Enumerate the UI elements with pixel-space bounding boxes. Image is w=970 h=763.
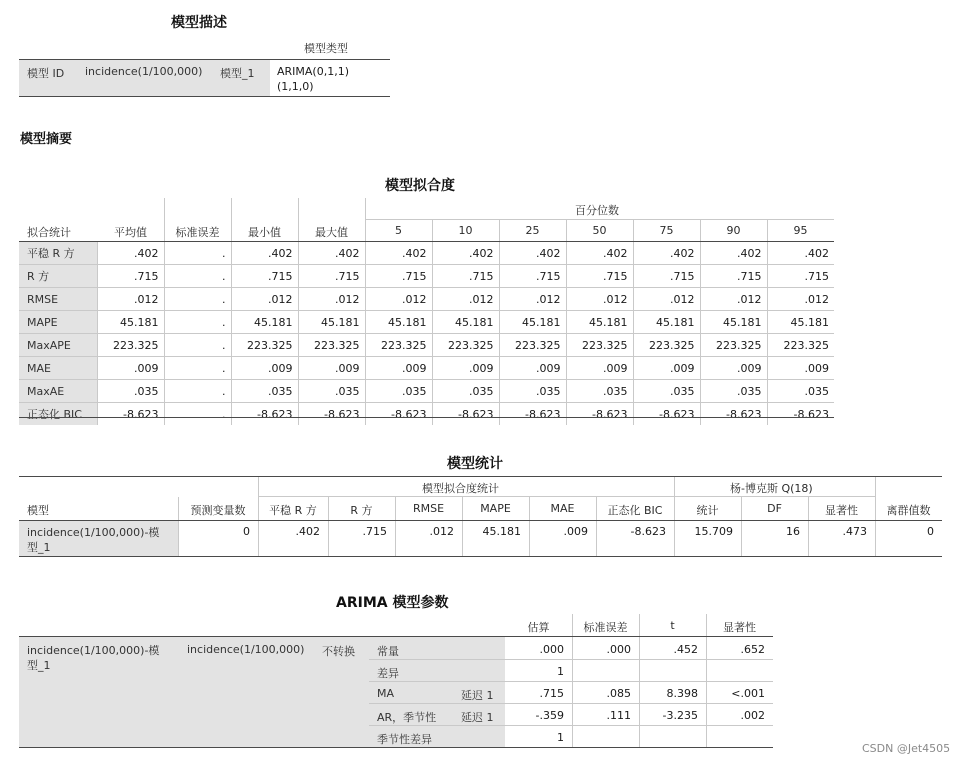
fit-value-cell: .402 [432, 242, 499, 265]
fit-value-cell: 223.325 [633, 334, 700, 357]
arima-col-header: 标准误差 [583, 621, 628, 634]
fit-value-cell: -8.623 [499, 403, 566, 426]
arima-cell-divider [639, 725, 640, 747]
fit-value-cell: .715 [566, 265, 633, 288]
arima-value-cell: .652 [740, 643, 765, 656]
fit-value-cell: -8.623 [767, 403, 834, 426]
arima-value-cell: .715 [539, 687, 564, 700]
stats-col-header: MAE [550, 502, 575, 515]
fit-row-label: MaxAE [19, 380, 97, 403]
arima-cell-divider [706, 681, 707, 703]
model-type-line2: (1,1,0) [277, 80, 314, 93]
arima-cell-divider [706, 659, 707, 681]
arima-header-divider [572, 614, 573, 636]
fit-value-cell: 223.325 [231, 334, 298, 357]
arima-value-cell: 8.398 [666, 687, 698, 700]
fit-value-cell: .402 [365, 242, 432, 265]
fit-value-cell: .009 [566, 357, 633, 380]
fit-value-cell: .012 [767, 288, 834, 311]
arima-value-cell: .085 [606, 687, 631, 700]
fit-mean-cell: .715 [97, 265, 164, 288]
stats-value-cell: 16 [786, 525, 800, 538]
arima-cell-divider [572, 681, 573, 703]
stats-header-divider [808, 497, 809, 520]
fit-value-cell: .715 [499, 265, 566, 288]
fit-value-cell: .035 [767, 380, 834, 403]
arima-row-divider [369, 681, 773, 682]
model-description-title: 模型描述 [171, 15, 227, 31]
fit-row-label: MAE [19, 357, 97, 380]
stats-col-header: 统计 [696, 504, 719, 517]
stats-cell-divider [328, 521, 329, 556]
stats-value-cell: -8.623 [630, 525, 666, 538]
fit-value-cell: 223.325 [499, 334, 566, 357]
fit-value-cell: .402 [566, 242, 633, 265]
fit-value-cell: .012 [566, 288, 633, 311]
arima-lag-label: 延迟 1 [461, 689, 494, 702]
fit-value-cell: .035 [566, 380, 633, 403]
fit-value-cell: .009 [499, 357, 566, 380]
fit-value-cell: -8.623 [432, 403, 499, 426]
arima-cell-divider [572, 637, 573, 659]
stats-col-header: 离群值数 [886, 504, 931, 517]
fit-row [19, 311, 834, 334]
stats-cell-divider [258, 521, 259, 556]
fit-value-cell: 223.325 [298, 334, 365, 357]
fit-col-header: 最大值 [315, 226, 348, 239]
fit-row [19, 242, 834, 265]
fit-value-cell: .009 [298, 357, 365, 380]
fit-col-header: 90 [726, 224, 741, 237]
stats-col-header: 平稳 R 方 [269, 504, 317, 517]
arima-cell-divider [706, 725, 707, 747]
fit-value-cell: .035 [298, 380, 365, 403]
fit-value-cell: .035 [432, 380, 499, 403]
fit-value-cell: .009 [231, 357, 298, 380]
arima-table-title: ARIMA 模型参数 [336, 595, 449, 611]
stats-header-divider [328, 497, 329, 520]
arima-param-name: 常量 [377, 645, 399, 658]
fit-value-cell: .402 [767, 242, 834, 265]
fit-value-cell: .012 [499, 288, 566, 311]
fit-row [19, 380, 834, 403]
fit-mean-cell: 223.325 [97, 334, 164, 357]
fit-value-cell: .012 [231, 288, 298, 311]
stats-header-divider [741, 497, 742, 520]
fit-mean-cell: .009 [97, 357, 164, 380]
stats-col-header: DF [767, 502, 782, 515]
fit-value-cell: .715 [432, 265, 499, 288]
fit-value-cell: .402 [231, 242, 298, 265]
fit-value-cell: .715 [298, 265, 365, 288]
fit-se-cell: . [164, 311, 231, 334]
arima-transform: 不转换 [322, 645, 355, 658]
fit-col-header: 最小值 [248, 226, 281, 239]
stats-header-divider [178, 497, 179, 520]
stats-value-cell: .009 [563, 525, 588, 538]
fit-value-cell: 45.181 [298, 311, 365, 334]
arima-model-name-line2: 型_1 [27, 659, 51, 672]
fit-se-cell: . [164, 265, 231, 288]
fit-value-cell: 223.325 [432, 334, 499, 357]
fit-col-header: 75 [659, 224, 674, 237]
arima-value-cell: .000 [606, 643, 631, 656]
fit-value-cell: .009 [700, 357, 767, 380]
stats-col-header: 预测变量数 [190, 504, 246, 517]
fit-value-cell: 45.181 [566, 311, 633, 334]
fit-mean-cell: .012 [97, 288, 164, 311]
fit-row [19, 334, 834, 357]
stats-header-divider [674, 477, 675, 520]
fit-value-cell: .715 [231, 265, 298, 288]
stats-header-divider [258, 477, 259, 520]
arima-value-cell: .452 [673, 643, 698, 656]
arima-cell-divider [639, 637, 640, 659]
arima-value-cell: -3.235 [662, 709, 698, 722]
stats-col-header: RMSE [412, 502, 445, 515]
fit-row-label: R 方 [19, 265, 97, 288]
fit-value-cell: .009 [432, 357, 499, 380]
fit-col-header: 50 [592, 224, 607, 237]
fit-value-cell: -8.623 [633, 403, 700, 426]
fit-value-cell: -8.623 [231, 403, 298, 426]
arima-param-name: 季节性差异 [377, 733, 432, 746]
arima-value-cell: .002 [740, 709, 765, 722]
fit-value-cell: .012 [633, 288, 700, 311]
model-type-header: 模型类型 [304, 42, 348, 55]
arima-value-cell: .111 [606, 709, 631, 722]
fit-value-cell: .035 [231, 380, 298, 403]
fit-col-header: 5 [395, 224, 402, 237]
fit-value-cell: 223.325 [767, 334, 834, 357]
fit-mean-cell: .035 [97, 380, 164, 403]
arima-param-name: AR，季节性 [377, 711, 437, 724]
fit-se-cell: . [164, 403, 231, 426]
arima-param-name: 差异 [377, 667, 399, 680]
fit-mean-cell: .402 [97, 242, 164, 265]
arima-row-divider [369, 703, 773, 704]
fit-value-cell: .035 [499, 380, 566, 403]
arima-value-cell: <.001 [731, 687, 765, 700]
stats-value-cell: .473 [842, 525, 867, 538]
arima-header-divider [706, 614, 707, 636]
fit-value-cell: 223.325 [700, 334, 767, 357]
fit-value-cell: 45.181 [767, 311, 834, 334]
stats-cell-divider [596, 521, 597, 556]
fit-se-cell: . [164, 288, 231, 311]
arima-col-header: t [670, 619, 675, 632]
arima-cell-divider [706, 637, 707, 659]
csdn-watermark: CSDN @Jet4505 [862, 742, 951, 755]
fit-value-cell: 45.181 [432, 311, 499, 334]
fit-value-cell: .715 [365, 265, 432, 288]
stats-col-header: 显著性 [825, 504, 858, 517]
arima-param-name: MA [377, 687, 395, 700]
fit-mean-cell: -8.623 [97, 403, 164, 426]
stats-model-name-line1: incidence(1/100,000)-模 [27, 526, 160, 539]
fit-value-cell: .402 [633, 242, 700, 265]
arima-value-cell: .000 [539, 643, 564, 656]
fit-row [19, 265, 834, 288]
stats-value-cell: .402 [295, 525, 320, 538]
arima-value-cell: 1 [557, 731, 564, 744]
fit-value-cell: .035 [633, 380, 700, 403]
fit-row [19, 357, 834, 380]
fit-row [19, 288, 834, 311]
fit-value-cell: .009 [365, 357, 432, 380]
arima-row-divider [369, 659, 773, 660]
fit-row [19, 403, 834, 426]
fit-value-cell: -8.623 [566, 403, 633, 426]
arima-cell-divider [572, 659, 573, 681]
model-series-name: incidence(1/100,000) [85, 65, 203, 78]
percentile-header: 百分位数 [575, 204, 619, 217]
fit-value-cell: .012 [298, 288, 365, 311]
stats-value-cell: 45.181 [482, 525, 521, 538]
fit-value-cell: .009 [633, 357, 700, 380]
fit-se-cell: . [164, 380, 231, 403]
stats-header-divider [596, 497, 597, 520]
fit-value-cell: .012 [432, 288, 499, 311]
arima-cell-divider [572, 725, 573, 747]
fit-value-cell: .009 [767, 357, 834, 380]
fit-value-cell: .402 [298, 242, 365, 265]
fit-mean-cell: 45.181 [97, 311, 164, 334]
fit-value-cell: .715 [633, 265, 700, 288]
model-type-line1: ARIMA(0,1,1) [277, 65, 349, 78]
fit-table [19, 242, 834, 425]
model-summary-title: 模型摘要 [20, 132, 73, 147]
arima-series-name: incidence(1/100,000) [187, 643, 305, 656]
stats-cell-divider [178, 521, 179, 556]
arima-model-name-line1: incidence(1/100,000)-模 [27, 644, 160, 657]
stats-col-header: 模型 [27, 504, 49, 517]
stats-col-header: 正态化 BIC [607, 504, 663, 517]
stats-value-cell: 0 [927, 525, 934, 538]
arima-value-cell: -.359 [535, 709, 564, 722]
stats-cell-divider [875, 521, 876, 556]
model-id-label: 模型 ID [27, 67, 65, 80]
fit-row-label: MaxAPE [19, 334, 97, 357]
fit-value-cell: .402 [499, 242, 566, 265]
fit-col-header: 10 [458, 224, 473, 237]
stats-value-cell: .715 [362, 525, 387, 538]
fit-se-cell: . [164, 357, 231, 380]
stats-col-header: R 方 [350, 504, 373, 517]
stats-header-divider [875, 477, 876, 520]
stats-value-cell: .012 [429, 525, 454, 538]
stats-model-name-line2: 型_1 [27, 541, 51, 554]
stats-cell-divider [395, 521, 396, 556]
fit-value-cell: 45.181 [231, 311, 298, 334]
fit-value-cell: 45.181 [700, 311, 767, 334]
arima-row-divider [369, 725, 773, 726]
fit-value-cell: .715 [767, 265, 834, 288]
arima-col-header: 估算 [527, 621, 550, 634]
stats-value-cell: 0 [243, 525, 250, 538]
stats-table-title: 模型统计 [447, 456, 503, 472]
stats-col-header: MAPE [480, 502, 511, 515]
arima-cell-divider [706, 703, 707, 725]
stats-value-cell: 15.709 [694, 525, 733, 538]
stats-cell-divider [529, 521, 530, 556]
fit-col-header: 95 [793, 224, 808, 237]
fit-value-cell: .035 [365, 380, 432, 403]
fit-se-cell: . [164, 334, 231, 357]
stats-cell-divider [462, 521, 463, 556]
fit-row-label: 正态化 BIC [19, 403, 97, 426]
fit-value-cell: -8.623 [700, 403, 767, 426]
ljung-box-group-header: 杨-博克斯 Q(18) [730, 482, 813, 495]
arima-lag-label: 延迟 1 [461, 711, 494, 724]
fit-value-cell: 45.181 [499, 311, 566, 334]
fit-value-cell: .012 [365, 288, 432, 311]
fit-col-header: 25 [525, 224, 540, 237]
arima-cell-divider [639, 681, 640, 703]
fit-row-label: RMSE [19, 288, 97, 311]
fit-value-cell: .035 [700, 380, 767, 403]
stats-header-divider [395, 497, 396, 520]
fit-value-cell: 45.181 [365, 311, 432, 334]
arima-col-header: 显著性 [723, 621, 756, 634]
arima-cell-divider [572, 703, 573, 725]
fit-stats-group-header: 模型拟合度统计 [422, 482, 499, 495]
fit-se-cell: . [164, 242, 231, 265]
fit-col-header: 拟合统计 [27, 226, 71, 239]
fit-row-label: 平稳 R 方 [19, 242, 97, 265]
arima-cell-divider [639, 659, 640, 681]
fit-value-cell: .402 [700, 242, 767, 265]
stats-cell-divider [741, 521, 742, 556]
fit-value-cell: -8.623 [365, 403, 432, 426]
fit-value-cell: 45.181 [633, 311, 700, 334]
fit-table-title: 模型拟合度 [385, 178, 455, 194]
arima-value-cell: 1 [557, 665, 564, 678]
fit-value-cell: .012 [700, 288, 767, 311]
stats-cell-divider [674, 521, 675, 556]
fit-value-cell: .715 [700, 265, 767, 288]
fit-row-label: MAPE [19, 311, 97, 334]
stats-cell-divider [808, 521, 809, 556]
fit-value-cell: -8.623 [298, 403, 365, 426]
model-name: 模型_1 [220, 67, 255, 80]
fit-col-header: 标准误差 [175, 226, 220, 239]
fit-value-cell: 223.325 [365, 334, 432, 357]
fit-value-cell: 223.325 [566, 334, 633, 357]
arima-cell-divider [639, 703, 640, 725]
stats-header-divider [529, 497, 530, 520]
stats-header-divider [462, 497, 463, 520]
fit-col-header: 平均值 [114, 226, 147, 239]
arima-header-divider [639, 614, 640, 636]
